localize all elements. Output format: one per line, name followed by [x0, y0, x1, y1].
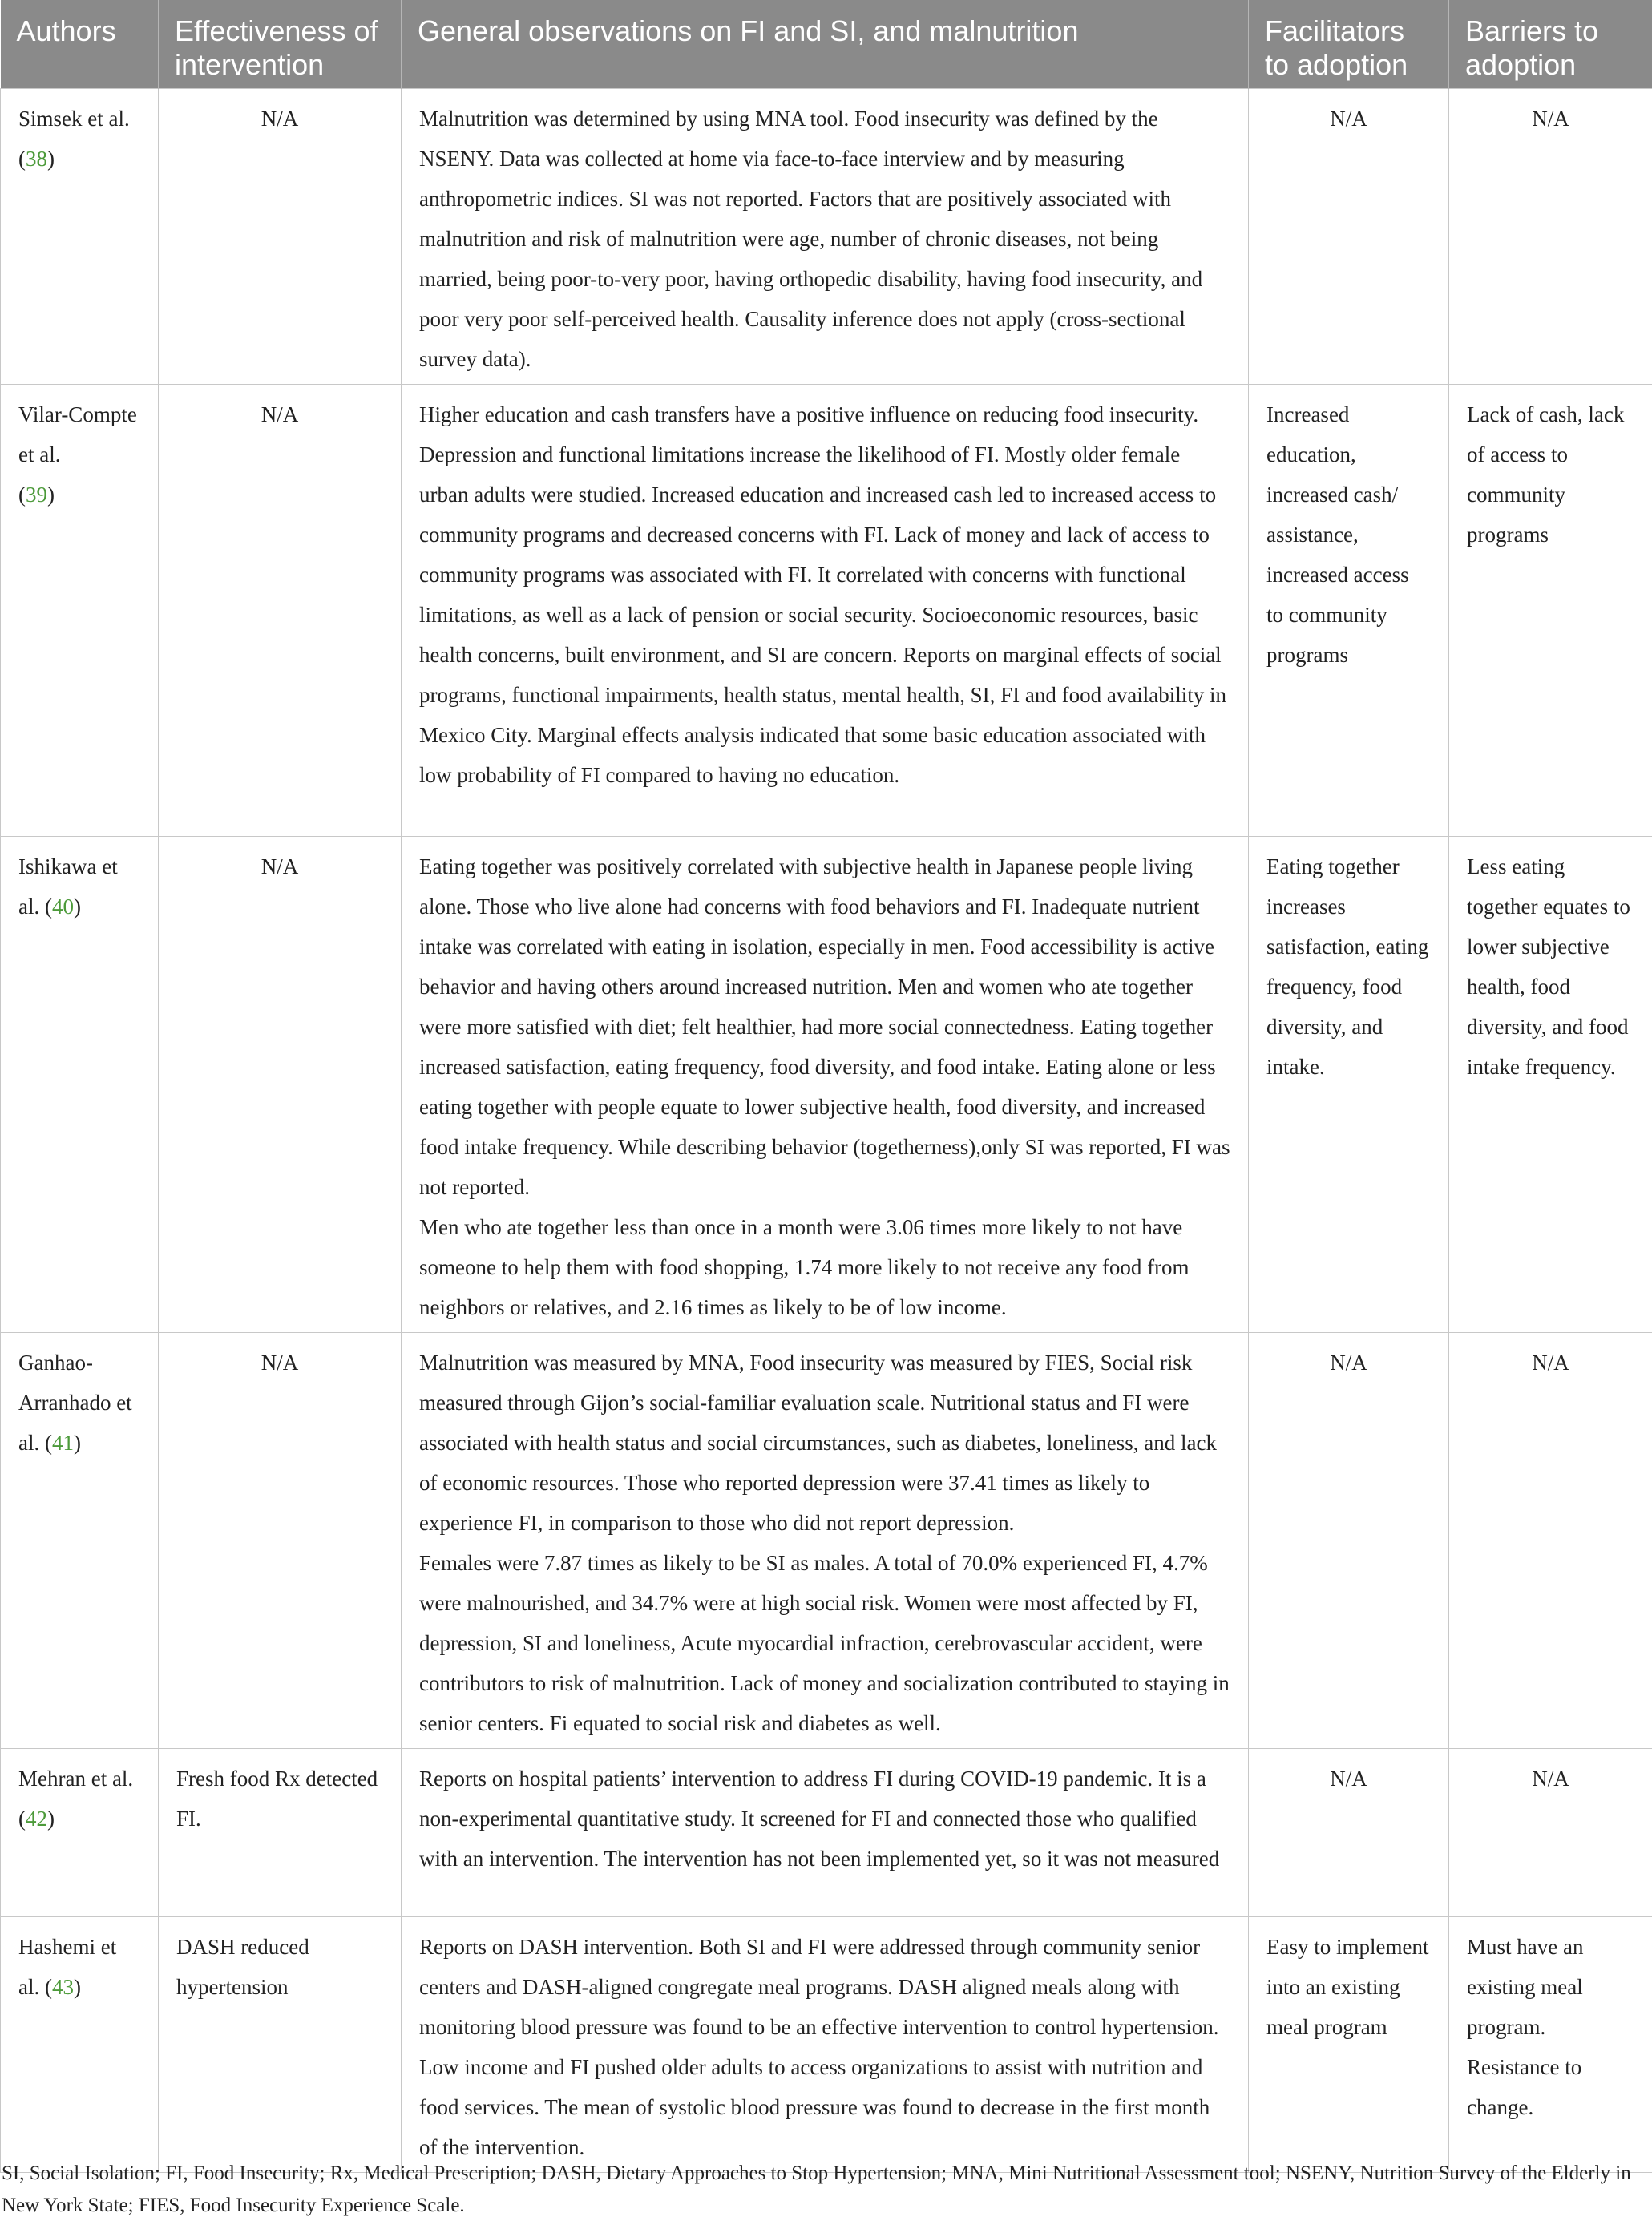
observations-cell: Reports on DASH intervention. Both SI and FI were addressed through community senior centers and DASH-aligned congregate meal programs. DASH aligned meals along with monitoring blood pressure was found to be an effective intervention to control hypertension. Low income and FI pushed older adults to access organizations to assist with nutrition and food services. The mean of systolic blood pressure was found to decrease in the first month of the intervention.: [402, 1917, 1249, 2173]
observations-cell: Malnutrition was determined by using MNA tool. Food insecurity was defined by the NSENY. Data was collected at home via face-to-face interview and by measuring anthropometric indices. SI was not reported. Factors that are positively associated with malnutrition and risk of malnutrition were age, number of chronic diseases, not being married, being poor-to-very poor, having orthopedic disability, having food insecurity, and poor very poor self-perceived health. Causality inference does not apply (cross-sectional survey data).: [402, 89, 1249, 385]
effectiveness-cell: DASH reduced hypertension: [159, 1917, 402, 2173]
author-name: Mehran et al.: [18, 1767, 134, 1791]
header-authors: Authors: [1, 0, 159, 89]
ref-open: (: [18, 483, 26, 507]
facilitators-cell: Increased education, increased cash/ assistance, increased access to community programs: [1249, 385, 1449, 837]
table-row: [1, 837, 1652, 1333]
table-header-row: [1, 0, 1652, 89]
effectiveness-cell: N/A: [159, 837, 402, 1333]
author-cell: [1, 385, 159, 837]
effectiveness-cell: Fresh food Rx detected FI.: [159, 1749, 402, 1917]
observations-cell: Eating together was positively correlated with subjective health in Japanese people living alone. Those who live alone had concerns with food behaviors and FI. Inadequate nutrient intake was correlated with eating in isolation, especially in men. Food accessibility is active behavior and having others around increased nutrition. Men and women who ate together were more satisfied with diet; felt healthier, had more social connectedness. Eating together increased satisfaction, eating frequency, food diversity, and food intake. Eating alone or less eating together with people equate to lower subjective health, food diversity, and increased food intake frequency. While describing behavior (togetherness),only SI was reported, FI was not reported. Men who ate together less than once in a month were 3.06 times more likely to not have someone to help them with food shopping, 1.74 more likely to not receive any food from neighbors or relatives, and 2.16 times as likely to be of low income.: [402, 837, 1249, 1333]
barriers-cell: Less eating together equates to lower subjective health, food diversity, and food intake frequency.: [1449, 837, 1652, 1333]
effectiveness-cell: N/A: [159, 1333, 402, 1749]
barriers-cell: N/A: [1449, 1749, 1652, 1917]
table-row: [1, 1749, 1652, 1917]
header-barriers: Barriers to adoption: [1449, 0, 1652, 89]
reference-link[interactable]: 38: [26, 147, 47, 171]
author-name: Ishikawa et al.: [18, 854, 118, 919]
author-name: Simsek et al.: [18, 107, 130, 131]
facilitators-cell: Eating together increases satisfaction, eating frequency, food diversity, and intake.: [1249, 837, 1449, 1333]
ref-close: ): [47, 147, 55, 171]
author-name: Hashemi et al.: [18, 1935, 117, 1999]
reference-link[interactable]: 41: [52, 1431, 74, 1455]
observations-cell: Malnutrition was measured by MNA, Food insecurity was measured by FIES, Social risk measured through Gijon’s social-familiar evaluation scale. Nutritional status and FI were associated with health status and social circumstances, such as diabetes, loneliness, and lack of economic resources. Those who reported depression were 37.41 times as likely to experience FI, in comparison to those who did not report depression. Females were 7.87 times as likely to be SI as males. A total of 70.0% experienced FI, 4.7% were malnourished, and 34.7% were at high social risk. Women were most affected by FI, depression, SI and loneliness, Acute myocardial infraction, cerebrovascular accident, were contributors to risk of malnutrition. Lack of money and socialization contributed to staying in senior centers. Fi equated to social risk and diabetes as well.: [402, 1333, 1249, 1749]
ref-open: (: [45, 894, 52, 919]
author-cell: [1, 1333, 159, 1749]
author-cell: [1, 1749, 159, 1917]
author-cell: [1, 1917, 159, 2173]
effectiveness-cell: N/A: [159, 89, 402, 385]
table-footnote: SI, Social Isolation; FI, Food Insecurity; Rx, Medical Prescription; DASH, Dietary Approaches to Stop Hypertension; MNA, Mini Nutritional Assessment tool; NSENY, Nutrition Survey of the Elderly in New York State; FIES, Food Insecurity Experience Scale.: [2, 2162, 1631, 2216]
barriers-cell: N/A: [1449, 89, 1652, 385]
table-row: [1, 1333, 1652, 1749]
table-row: [1, 1917, 1652, 2173]
reference-link[interactable]: 40: [52, 894, 74, 919]
facilitators-cell: N/A: [1249, 89, 1449, 385]
table-row: [1, 385, 1652, 837]
table-row: [1, 89, 1652, 385]
ref-close: ): [74, 894, 81, 919]
reference-link[interactable]: 39: [26, 483, 47, 507]
ref-close: ): [74, 1975, 81, 1999]
facilitators-cell: N/A: [1249, 1333, 1449, 1749]
ref-close: ): [74, 1431, 81, 1455]
ref-open: (: [18, 147, 26, 171]
ref-open: (: [45, 1975, 52, 1999]
barriers-cell: Lack of cash, lack of access to community programs: [1449, 385, 1652, 837]
author-name: Vilar-Compte et al.: [18, 402, 137, 466]
reference-link[interactable]: 43: [52, 1975, 74, 1999]
facilitators-cell: Easy to implement into an existing meal program: [1249, 1917, 1449, 2173]
barriers-cell: Must have an existing meal program. Resistance to change.: [1449, 1917, 1652, 2173]
header-effectiveness: Effectiveness of intervention: [159, 0, 402, 89]
ref-close: ): [47, 1807, 55, 1831]
author-cell: [1, 837, 159, 1333]
facilitators-cell: N/A: [1249, 1749, 1449, 1917]
ref-open: (: [45, 1431, 52, 1455]
effectiveness-cell: N/A: [159, 385, 402, 837]
reference-link[interactable]: 42: [26, 1807, 47, 1831]
author-name: Ganhao-Arranhado et al.: [18, 1351, 132, 1455]
observations-cell: Higher education and cash transfers have a positive influence on reducing food insecurity. Depression and functional limitations increase the likelihood of FI. Mostly older female urban adults were studied. Increased education and increased cash led to increased access to community programs and decreased concerns with FI. Lack of money and lack of access to community programs was associated with FI. It correlated with concerns with functional limitations, as well as a lack of pension or social security. Socioeconomic resources, basic health concerns, built environment, and SI are concern. Reports on marginal effects of social programs, functional impairments, health status, mental health, SI, FI and food availability in Mexico City. Marginal effects analysis indicated that some basic education associated with low probability of FI compared to having no education.: [402, 385, 1249, 837]
header-facilitators: Facilitators to adoption: [1249, 0, 1449, 89]
header-observations: General observations on FI and SI, and malnutrition: [402, 0, 1249, 89]
ref-open: (: [18, 1807, 26, 1831]
author-cell: [1, 89, 159, 385]
observations-cell: Reports on hospital patients’ intervention to address FI during COVID-19 pandemic. It is a non-experimental quantitative study. It screened for FI and connected those who qualified with an intervention. The intervention has not been implemented yet, so it was not measured: [402, 1749, 1249, 1917]
barriers-cell: N/A: [1449, 1333, 1652, 1749]
ref-close: ): [47, 483, 55, 507]
